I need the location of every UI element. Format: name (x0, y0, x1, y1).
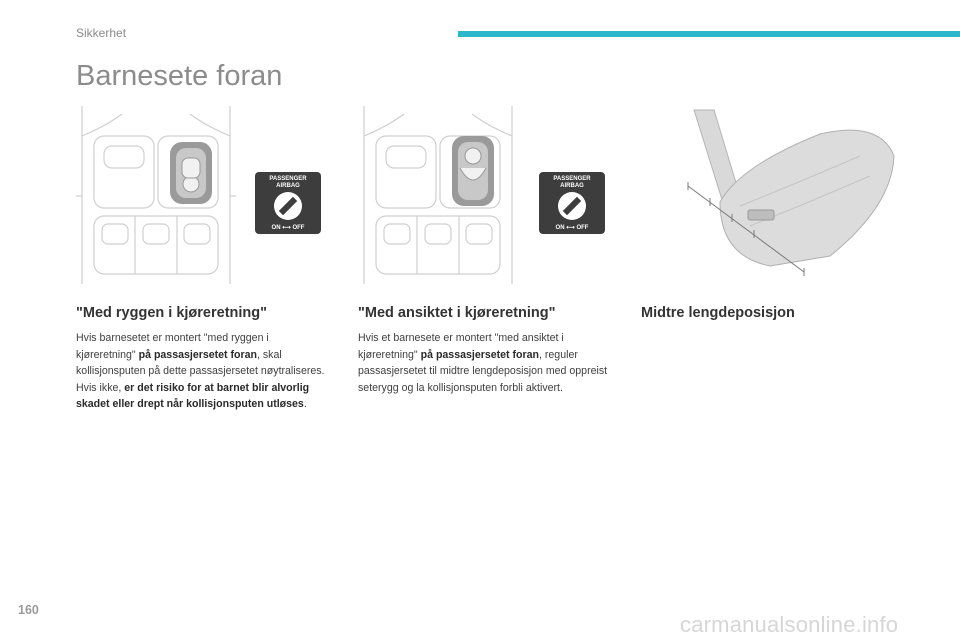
seat-drawing (694, 110, 894, 266)
airbag-off-icon (274, 192, 302, 220)
seat-illustration (680, 106, 902, 284)
section-body: Hvis et barnesete er montert "med ansiktet i kjøreretning" på passasjersetet foran, reguler passasjersetet til midtre lengdeposisjon med oppreist seterygg og la kollisjonsputen forbli aktivert. (358, 332, 608, 394)
airbag-switch-text: ON ⟷ OFF (271, 225, 305, 231)
rear-facing-child-seat (170, 142, 212, 204)
airbag-switch-text: ON ⟷ OFF (555, 225, 589, 231)
section-body: Hvis barnesetet er montert "med ryggen i kjøreretning" på passasjersetet foran, skal kollisjonsputen på dette passasjersetet nøytraliseres. Hvis ikke, er det risiko for at barnet blir alvorlig skadet eller drept når kollisjonsputen utløses. (76, 332, 325, 410)
page-number: 160 (18, 603, 39, 617)
header-section-label: Sikkerhet (76, 26, 127, 40)
forward-facing-child-seat (452, 136, 494, 206)
car-outline (76, 106, 236, 284)
section-heading: Midtre lengdeposisjon (641, 305, 795, 321)
airbag-off-label: PASSENGER AIRBAG ON ⟷ OFF (255, 172, 321, 234)
section-heading: "Med ansiktet i kjøreretning" (358, 305, 556, 321)
watermark: carmanualsonline.info (680, 612, 899, 637)
header-accent-bar (458, 31, 960, 37)
section-middle-position (641, 305, 891, 330)
section-heading: "Med ryggen i kjøreretning" (76, 305, 267, 321)
airbag-on-icon (558, 192, 586, 220)
section-rear-facing (76, 305, 326, 413)
page-title: Barnesete foran (76, 60, 283, 92)
airbag-on-label: PASSENGER AIRBAG ON ⟷ OFF (539, 172, 605, 234)
section-forward-facing (358, 305, 608, 396)
